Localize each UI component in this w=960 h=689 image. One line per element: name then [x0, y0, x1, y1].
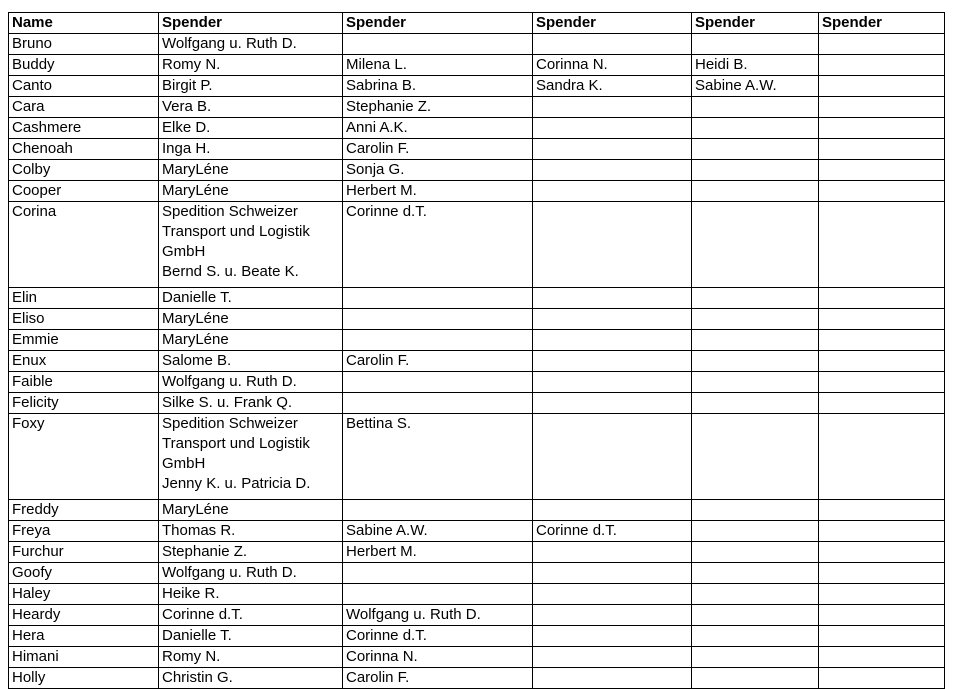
sponsor-cell — [343, 372, 533, 393]
table-row — [9, 626, 945, 647]
sponsor-cell — [533, 34, 692, 55]
sponsor-cell — [692, 500, 819, 521]
sponsor-cell — [692, 584, 819, 605]
animal-name-cell: Corina — [9, 202, 159, 288]
sponsor-cell — [819, 288, 945, 309]
sponsor-cell — [692, 97, 819, 118]
sponsor-cell: Sonja G. — [343, 160, 533, 181]
animal-name-cell: Canto — [9, 76, 159, 97]
sponsor-cell: Carolin F. — [343, 668, 533, 689]
table-row — [9, 584, 945, 605]
sponsor-cell — [819, 97, 945, 118]
sponsor-cell — [533, 351, 692, 372]
sponsor-cell — [533, 626, 692, 647]
table-row — [9, 118, 945, 139]
sponsor-cell: Corinne d.T. — [533, 521, 692, 542]
sponsor-cell: Heike R. — [159, 584, 343, 605]
sponsor-cell — [533, 118, 692, 139]
sponsor-cell — [533, 542, 692, 563]
sponsor-cell: Romy N. — [159, 647, 343, 668]
table-row — [9, 97, 945, 118]
table-row — [9, 668, 945, 689]
animal-name-cell: Emmie — [9, 330, 159, 351]
table-row — [9, 563, 945, 584]
sponsor-cell — [819, 626, 945, 647]
table-body — [9, 34, 945, 689]
sponsor-cell — [343, 393, 533, 414]
sponsor-cell — [533, 160, 692, 181]
column-header-spender: Spender — [159, 13, 343, 34]
table-header — [9, 13, 945, 34]
sponsor-cell — [819, 330, 945, 351]
sponsor-cell — [692, 181, 819, 202]
column-header-spender: Spender — [533, 13, 692, 34]
sponsor-cell — [819, 584, 945, 605]
sponsor-cell — [819, 647, 945, 668]
sponsor-cell — [692, 351, 819, 372]
table-row — [9, 160, 945, 181]
sponsor-cell — [692, 309, 819, 330]
table-row — [9, 288, 945, 309]
sponsor-cell: Thomas R. — [159, 521, 343, 542]
sponsor-cell: Herbert M. — [343, 181, 533, 202]
sponsor-cell: MaryLéne — [159, 309, 343, 330]
table-row — [9, 309, 945, 330]
sponsor-cell — [692, 160, 819, 181]
sponsor-cell — [533, 668, 692, 689]
sponsor-cell — [819, 181, 945, 202]
table-row — [9, 500, 945, 521]
animal-name-cell: Furchur — [9, 542, 159, 563]
table-row — [9, 330, 945, 351]
sponsor-cell: Stephanie Z. — [343, 97, 533, 118]
sponsor-cell — [343, 563, 533, 584]
animal-name-cell: Haley — [9, 584, 159, 605]
sponsor-cell — [819, 668, 945, 689]
sponsor-cell: Spedition Schweizer Transport und Logistik GmbH Jenny K. u. Patricia D. — [159, 414, 343, 500]
sponsor-cell — [692, 647, 819, 668]
sponsor-cell — [533, 605, 692, 626]
sponsor-cell — [533, 97, 692, 118]
animal-name-cell: Freya — [9, 521, 159, 542]
sponsor-cell: Stephanie Z. — [159, 542, 343, 563]
table-row — [9, 647, 945, 668]
sponsor-table — [8, 12, 945, 689]
animal-name-cell: Colby — [9, 160, 159, 181]
table-row — [9, 351, 945, 372]
sponsor-cell: Milena L. — [343, 55, 533, 76]
animal-name-cell: Himani — [9, 647, 159, 668]
column-header-spender: Spender — [343, 13, 533, 34]
sponsor-cell — [692, 393, 819, 414]
sponsor-cell — [533, 309, 692, 330]
animal-name-cell: Cara — [9, 97, 159, 118]
sponsor-cell — [533, 584, 692, 605]
sponsor-cell — [692, 118, 819, 139]
sponsor-cell: Corinna N. — [343, 647, 533, 668]
sponsor-cell: MaryLéne — [159, 330, 343, 351]
animal-name-cell: Elin — [9, 288, 159, 309]
sponsor-cell — [343, 584, 533, 605]
table-row — [9, 542, 945, 563]
table-row — [9, 76, 945, 97]
sponsor-cell — [819, 139, 945, 160]
sponsor-cell: Bettina S. — [343, 414, 533, 500]
animal-name-cell: Freddy — [9, 500, 159, 521]
animal-name-cell: Buddy — [9, 55, 159, 76]
sponsor-cell: Sabine A.W. — [692, 76, 819, 97]
sponsor-cell: Corinne d.T. — [159, 605, 343, 626]
animal-name-cell: Holly — [9, 668, 159, 689]
sponsor-cell — [819, 55, 945, 76]
sponsor-cell: Herbert M. — [343, 542, 533, 563]
sponsor-cell: Birgit P. — [159, 76, 343, 97]
animal-name-cell: Felicity — [9, 393, 159, 414]
table-row — [9, 202, 945, 288]
sponsor-cell: Elke D. — [159, 118, 343, 139]
table-row — [9, 605, 945, 626]
table-row — [9, 414, 945, 500]
sponsor-cell: Danielle T. — [159, 288, 343, 309]
animal-name-cell: Eliso — [9, 309, 159, 330]
sponsor-cell: Sabine A.W. — [343, 521, 533, 542]
sponsor-cell — [819, 393, 945, 414]
table-row — [9, 55, 945, 76]
sponsor-cell — [343, 500, 533, 521]
column-header-name: Name — [9, 13, 159, 34]
sponsor-cell: Sandra K. — [533, 76, 692, 97]
sponsor-cell: Corinne d.T. — [343, 202, 533, 288]
sponsor-cell — [819, 563, 945, 584]
sponsor-cell — [533, 288, 692, 309]
table-row — [9, 34, 945, 55]
sponsor-cell — [692, 330, 819, 351]
sponsor-cell — [692, 605, 819, 626]
sponsor-cell — [692, 542, 819, 563]
sponsor-cell: Romy N. — [159, 55, 343, 76]
animal-name-cell: Bruno — [9, 34, 159, 55]
sponsor-cell: Christin G. — [159, 668, 343, 689]
sponsor-cell — [533, 372, 692, 393]
table-row — [9, 521, 945, 542]
sponsor-cell — [819, 76, 945, 97]
sponsor-cell: Anni A.K. — [343, 118, 533, 139]
sponsor-cell — [533, 139, 692, 160]
sponsor-cell — [533, 181, 692, 202]
sponsor-cell — [819, 309, 945, 330]
sponsor-cell — [533, 647, 692, 668]
sponsor-cell: Salome B. — [159, 351, 343, 372]
sponsor-cell: MaryLéne — [159, 500, 343, 521]
sponsor-cell: Corinna N. — [533, 55, 692, 76]
sponsor-cell — [533, 500, 692, 521]
sponsor-cell — [819, 542, 945, 563]
sponsor-cell — [819, 414, 945, 500]
sponsor-cell: Carolin F. — [343, 351, 533, 372]
animal-name-cell: Faible — [9, 372, 159, 393]
sponsor-cell — [343, 34, 533, 55]
table-row — [9, 139, 945, 160]
sponsor-cell — [819, 521, 945, 542]
sponsor-cell — [692, 34, 819, 55]
column-header-spender: Spender — [692, 13, 819, 34]
sponsor-cell — [692, 414, 819, 500]
sponsor-cell — [692, 626, 819, 647]
sponsor-cell — [819, 372, 945, 393]
sponsor-cell: Wolfgang u. Ruth D. — [159, 34, 343, 55]
sponsor-cell — [692, 288, 819, 309]
sponsor-cell: Wolfgang u. Ruth D. — [343, 605, 533, 626]
animal-name-cell: Heardy — [9, 605, 159, 626]
sponsor-cell — [533, 393, 692, 414]
sponsor-cell — [692, 372, 819, 393]
sponsor-cell — [819, 605, 945, 626]
sponsor-cell — [692, 521, 819, 542]
sponsor-cell — [692, 563, 819, 584]
sponsor-cell: Inga H. — [159, 139, 343, 160]
table-row — [9, 393, 945, 414]
sponsor-cell — [819, 500, 945, 521]
sponsor-cell: Wolfgang u. Ruth D. — [159, 563, 343, 584]
animal-name-cell: Goofy — [9, 563, 159, 584]
sponsor-cell: Silke S. u. Frank Q. — [159, 393, 343, 414]
sponsor-cell — [819, 34, 945, 55]
sponsor-cell: Vera B. — [159, 97, 343, 118]
column-header-spender: Spender — [819, 13, 945, 34]
animal-name-cell: Cashmere — [9, 118, 159, 139]
sponsor-cell — [819, 351, 945, 372]
sponsor-cell — [692, 668, 819, 689]
table-row — [9, 372, 945, 393]
sponsor-cell: MaryLéne — [159, 160, 343, 181]
animal-name-cell: Enux — [9, 351, 159, 372]
sponsor-cell: Danielle T. — [159, 626, 343, 647]
table-row — [9, 181, 945, 202]
sponsor-cell — [343, 288, 533, 309]
sponsor-cell — [533, 414, 692, 500]
sponsor-cell: Carolin F. — [343, 139, 533, 160]
sponsor-cell: Spedition Schweizer Transport und Logistik GmbH Bernd S. u. Beate K. — [159, 202, 343, 288]
sponsor-cell — [533, 563, 692, 584]
header-row — [9, 13, 945, 34]
animal-name-cell: Foxy — [9, 414, 159, 500]
sponsor-cell — [819, 160, 945, 181]
animal-name-cell: Hera — [9, 626, 159, 647]
animal-name-cell: Cooper — [9, 181, 159, 202]
sponsor-cell — [533, 330, 692, 351]
sponsor-cell: Heidi B. — [692, 55, 819, 76]
sponsor-cell: MaryLéne — [159, 181, 343, 202]
sponsor-cell — [343, 330, 533, 351]
sponsor-cell: Wolfgang u. Ruth D. — [159, 372, 343, 393]
sponsor-cell — [692, 202, 819, 288]
sponsor-cell: Corinne d.T. — [343, 626, 533, 647]
sponsor-cell — [819, 118, 945, 139]
sponsor-cell — [692, 139, 819, 160]
sponsor-cell — [533, 202, 692, 288]
sponsor-cell — [343, 309, 533, 330]
sponsor-cell: Sabrina B. — [343, 76, 533, 97]
animal-name-cell: Chenoah — [9, 139, 159, 160]
sponsor-cell — [819, 202, 945, 288]
